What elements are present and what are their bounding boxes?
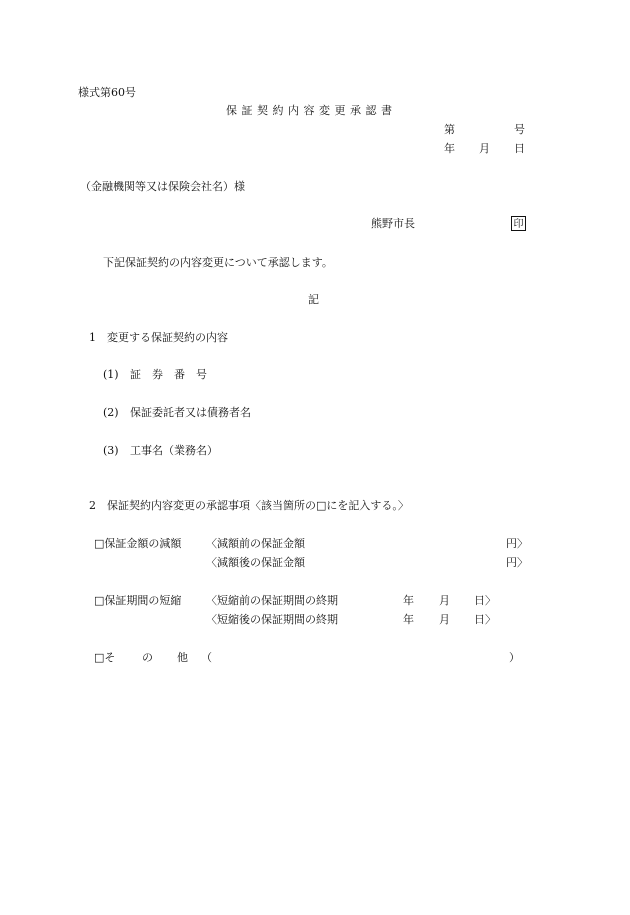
- document-title: 保証契約内容変更承認書: [226, 104, 397, 117]
- issuer: 熊野市長: [371, 217, 415, 230]
- shortening-after-year: 年: [403, 613, 414, 626]
- date-day: 日: [514, 142, 525, 155]
- section1-heading: 1 変更する保証契約の内容: [89, 331, 228, 344]
- reduction-after-unit: 円〉: [506, 556, 528, 569]
- date-month: 月: [479, 142, 490, 155]
- reduction-before-unit: 円〉: [506, 537, 528, 550]
- seal-stamp: 印: [511, 216, 526, 231]
- shortening-checkbox-label[interactable]: □保証期間の短縮: [94, 594, 182, 607]
- item3-num: (3): [103, 444, 119, 457]
- item1-label: 証 券 番 号: [130, 368, 207, 381]
- shortening-before-day: 日〉: [474, 594, 496, 607]
- shortening-before: 〈短縮前の保証期間の終期: [206, 594, 338, 607]
- other-checkbox-label[interactable]: □そ: [94, 651, 116, 664]
- other-close-paren: ）: [509, 651, 520, 664]
- item2-label: 保証委託者又は債務者名: [130, 406, 251, 419]
- number-prefix: 第: [444, 123, 455, 136]
- number-suffix: 号: [514, 123, 525, 136]
- reduction-before: 〈減額前の保証金額: [206, 537, 305, 550]
- shortening-before-month: 月: [439, 594, 450, 607]
- date-year: 年: [444, 142, 455, 155]
- shortening-after-day: 日〉: [474, 613, 496, 626]
- section2-heading: 2 保証契約内容変更の承認事項〈該当箇所の□にを記入する。〉: [89, 499, 409, 512]
- reduction-after: 〈減額後の保証金額: [206, 556, 305, 569]
- shortening-after: 〈短縮後の保証期間の終期: [206, 613, 338, 626]
- other-no: の: [142, 651, 153, 664]
- addressee: （金融機関等又は保険会社名）様: [80, 180, 245, 193]
- ki-heading: 記: [308, 293, 319, 306]
- other-open-paren: （: [201, 651, 212, 664]
- item2-num: (2): [103, 406, 119, 419]
- shortening-before-year: 年: [403, 594, 414, 607]
- other-ta: 他: [177, 651, 188, 664]
- intro-text: 下記保証契約の内容変更について承認します。: [103, 256, 333, 269]
- item3-label: 工事名（業務名）: [130, 444, 218, 457]
- reduction-checkbox-label[interactable]: □保証金額の減額: [94, 537, 182, 550]
- shortening-after-month: 月: [439, 613, 450, 626]
- form-number: 様式第60号: [78, 86, 136, 99]
- item1-num: (1): [103, 368, 119, 381]
